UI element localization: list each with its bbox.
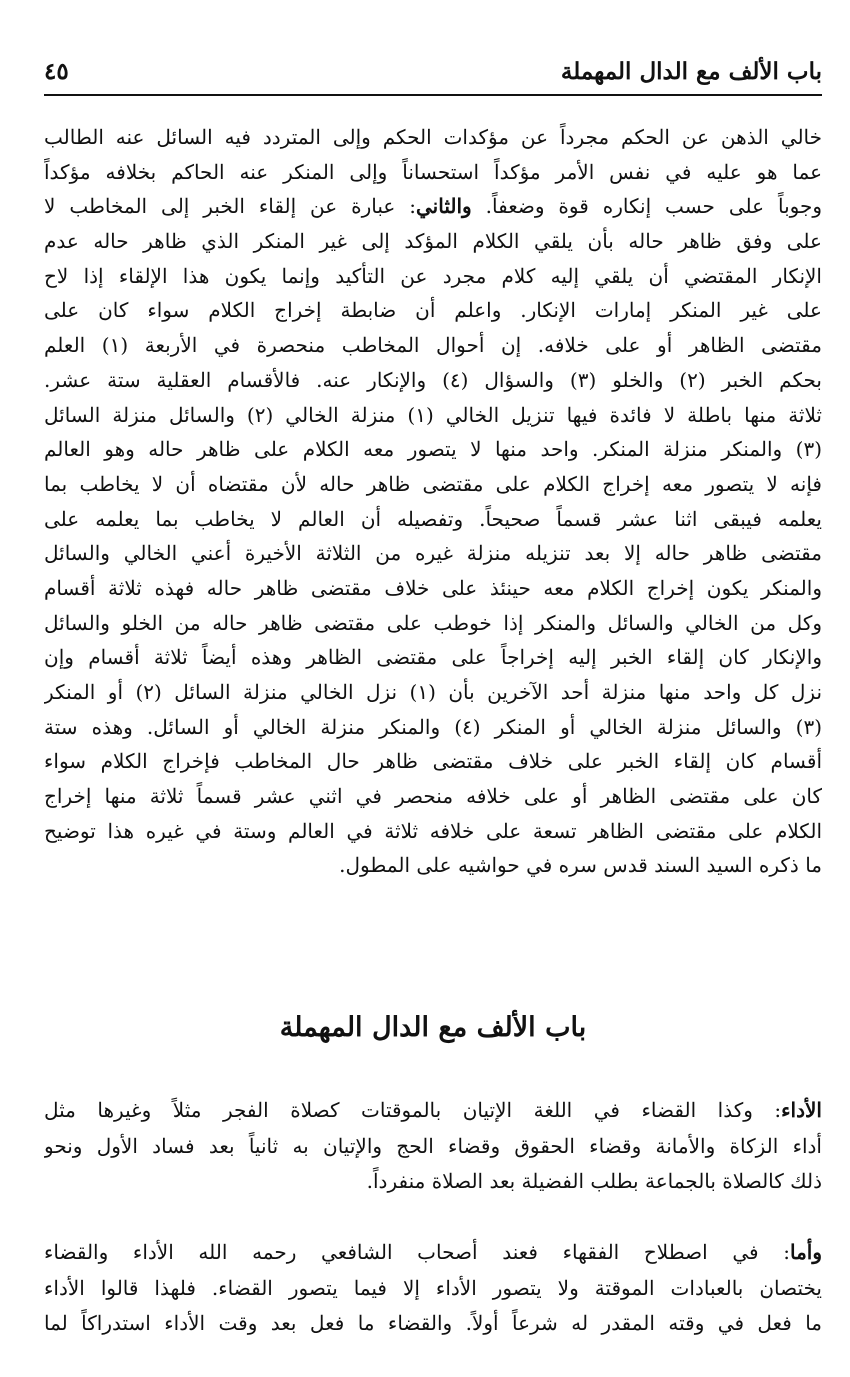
page-number: ٤٥	[44, 58, 69, 85]
text-line: عما هو عليه في نفس الأمر مؤكداً استحساناً وإلى المنكر عنه الحاكم بخلافه مؤكداً	[44, 159, 822, 184]
text-run: : في اصطلاح الفقهاء فعند أصحاب الشافعي رحمه الله الأداء والقضاء	[44, 1240, 790, 1264]
text-line: (٣) والمنكر منزلة المنكر. واحد منها لا يتصور معه الكلام على ظاهر حاله وهو العالم	[44, 437, 822, 462]
text-line: ثلاثة منها باطلة لا فائدة فيها تنزيل الخالي (١) منزلة الخالي (٢) والسائل منزلة السائل	[44, 402, 822, 427]
text-line: فإنه لا يتصور معه إخراج الكلام على مقتضى ظاهر حاله لأن مقتضاه أن لا يخاطب بما	[44, 471, 822, 496]
text-run: : وكذا القضاء في اللغة الإتيان بالموقتات كصلاة الفجر مثلاً وغيرها مثل	[44, 1098, 782, 1122]
text-line: وكل من الخالي والسائل والمنكر إذا خوطب على مقتضى ظاهر حاله من الخلو والسائل	[44, 610, 822, 635]
text-line: مقتضى الظاهر أو على خلافه. إن أحوال المخاطب منحصرة في الأربعة (١) العلم	[44, 333, 822, 358]
text-line: خالي الذهن عن الحكم مجرداً عن مؤكدات الحكم وإلى المتردد فيه السائل عنه الطالب	[44, 125, 822, 149]
text-line: يعلمه فيبقى اثنا عشر قسماً صحيحاً. وتفصيله أن العالم لا يخاطب بما يعلمه على	[44, 506, 822, 531]
book-page	[44, 0, 822, 1377]
text-line: أقسام كان إلقاء الخبر على خلاف مقتضى ظاهر حال المخاطب فإخراج الكلام سواء	[44, 749, 822, 774]
section-heading: باب الألف مع الدال المهملة	[279, 1012, 587, 1043]
paragraph-1	[44, 120, 822, 883]
defined-term: وأما	[789, 1240, 822, 1264]
text-line: على غير المنكر إمارات الإنكار. واعلم أن ضابطة إخراج الكلام سواء كان على	[44, 298, 822, 323]
text-run: وجوباً على حسب إنكاره قوة وضعفاً.	[471, 194, 822, 219]
text-line: كان على مقتضى الظاهر أو على خلافه منحصر في اثني عشر قسماً ثلاثة منها إخراج	[44, 784, 822, 809]
text-line: نزل كل واحد منها منزلة أحد الآخرين بأن (١) نزل الخالي منزلة السائل (٢) أو المنكر	[44, 680, 822, 704]
text-line: والإنكار كان إلقاء الخبر إليه إخراجاً على مقتضى الظاهر وهذه أيضاً ثلاثة أقسام وإن	[44, 645, 822, 670]
text-line: يختصان بالعبادات الموقتة ولا يتصور الأداء إلا فيما يتصور القضاء. فلهذا قالوا الأداء	[44, 1275, 822, 1300]
text-line: ذلك كالصلاة بالجماعة بطلب الفضيلة بعد الصلاة منفرداً.	[366, 1169, 822, 1193]
paragraph-wa-amma	[44, 1235, 822, 1342]
text-line: (٣) والسائل منزلة الخالي أو المنكر (٤) والمنكر منزلة الخالي أو السائل. وهذه ستة	[44, 714, 822, 739]
text-line: ما ذكره السيد السند قدس سره في حواشيه على المطول.	[339, 853, 822, 878]
text-line	[44, 1093, 822, 1129]
text-line: بحكم الخبر (٢) والخلو (٣) والسؤال (٤) والإنكار عنه. فالأقسام العقلية ستة عشر.	[44, 367, 822, 392]
text-line: على وفق ظاهر حاله بأن يلقي الكلام المؤكد إلى غير المنكر الذي ظاهر حاله عدم	[44, 229, 822, 254]
text-line: ما فعل في وقته المقدر له شرعاً أولاً. والقضاء ما فعل بعد وقت الأداء استدراكاً لما	[44, 1311, 822, 1335]
defined-term: الأداء	[781, 1098, 822, 1122]
text-line: الإنكار المقتضي أن يلقي إليه كلام مجرد عن التأكيد وإنما يكون هذا الإلقاء إذا لاح	[44, 263, 822, 288]
text-line: مقتضى ظاهر حاله إلا بعد تنزيله منزلة غيره من الثلاثة الأخيرة أعني الخالي والسائل	[44, 541, 822, 566]
text-line	[44, 1235, 822, 1271]
text-line	[44, 189, 822, 224]
text-line: والمنكر يكون إخراج الكلام معه حينئذ على خلاف مقتضى ظاهر حاله فهذه ثلاثة أقسام	[44, 575, 822, 600]
text-line: أداء الزكاة والأمانة وقضاء الحقوق وقضاء الحج والإتيان به ثانياً بعد فساد الأول ونحو	[44, 1133, 822, 1158]
defined-term: والثاني	[416, 194, 472, 219]
text-run: : عبارة عن إلقاء الخبر إلى المخاطب لا	[44, 194, 417, 219]
running-header	[44, 52, 822, 96]
running-title: باب الألف مع الدال المهملة	[560, 58, 822, 85]
text-line: الكلام على مقتضى الظاهر تسعة على خلافه ثلاثة في العالم وستة في غيره هذا توضيح	[44, 818, 822, 843]
paragraph-adaa	[44, 1093, 822, 1200]
